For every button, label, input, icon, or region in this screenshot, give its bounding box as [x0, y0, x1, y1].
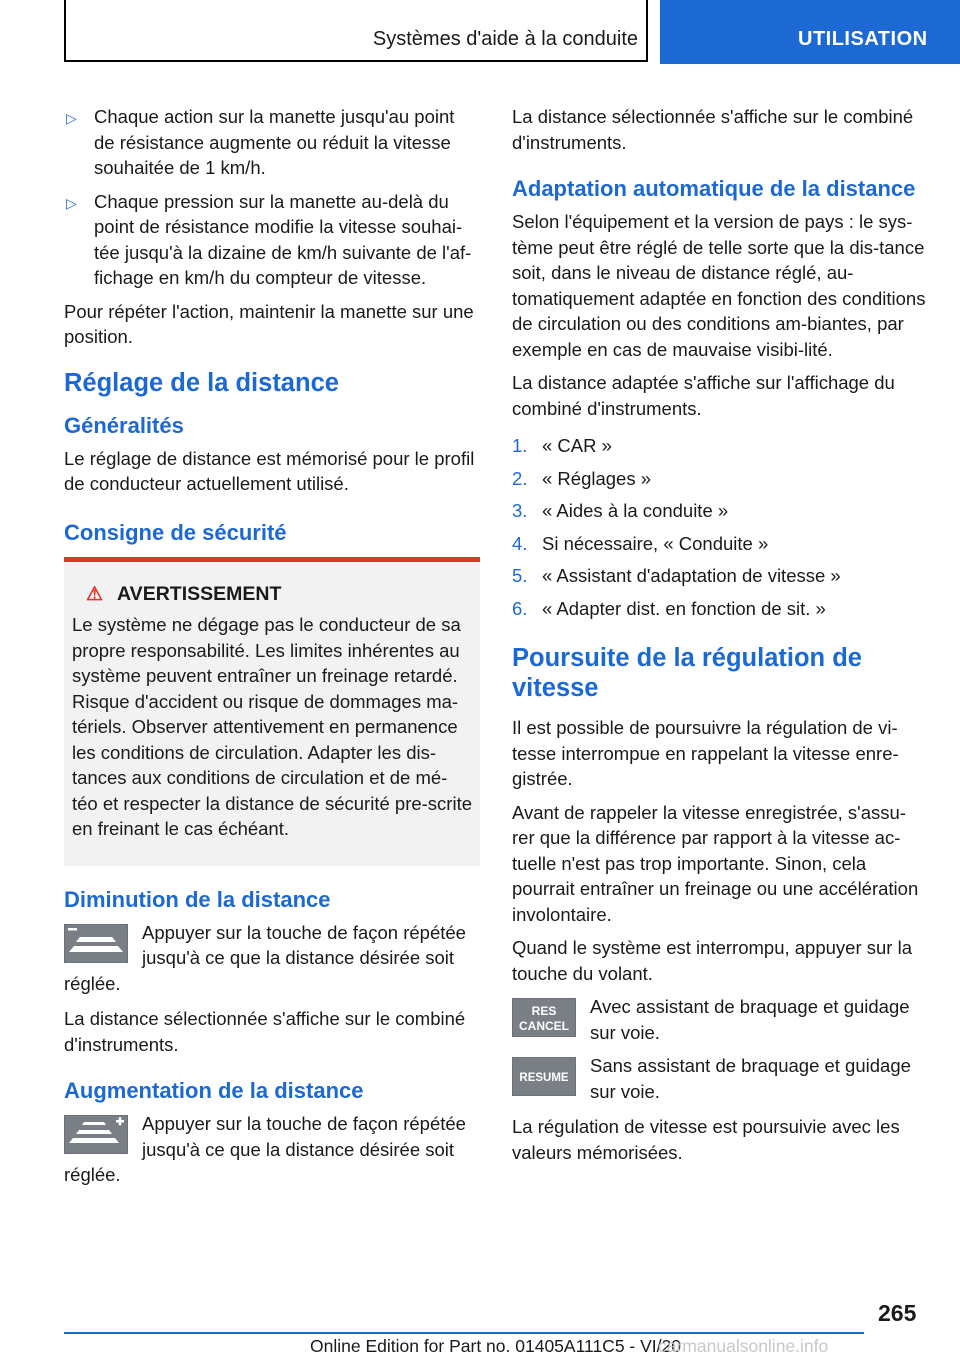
poursuite-text-3: Quand le système est interrompu, appuyer sur la touche du volant.	[512, 937, 912, 984]
list-item: 3. « Aides à la conduite »	[512, 500, 729, 521]
heading-adaptation: Adaptation automatique de la distance	[512, 176, 916, 201]
heading-augmentation: Augmentation de la distance	[64, 1078, 364, 1103]
warning-text: Le système ne dégage pas le conducteur de sa propre responsabilité. Les limites inhérentes au système peuvent entraîner un freinage retardé. Risque d'accident ou risque de dommages ma-tériels. Observer attentivement en permanence les conditions de circulation. Adapter les dis-tances aux conditions de circulation et de mé-téo et respecter la distance de sécurité pre-scrite en freinant le cas échéant.	[72, 614, 472, 839]
distance-increase-button-icon	[64, 1115, 128, 1154]
repeat-text: Pour répéter l'action, maintenir la manette sur une position.	[64, 300, 474, 347]
svg-text:RES: RES	[531, 1004, 557, 1018]
page-header	[0, 0, 960, 66]
list-item: 4. Si nécessaire, « Conduite »	[512, 532, 769, 554]
left-column	[64, 104, 480, 1196]
heading-poursuite: Poursuite de la régulation de vitesse	[512, 644, 862, 702]
diminution-display-text: La distance sélectionnée s'affiche sur le combiné d'instruments.	[64, 1008, 466, 1055]
edition-text: Online Edition for Part no. 01405A111C5 - VI/20	[310, 1336, 681, 1356]
footer-rule	[64, 1332, 864, 1334]
list-item: 2. « Réglages »	[512, 467, 652, 489]
list-item: 5. « Assistant d'adaptation de vitesse »	[512, 565, 841, 586]
heading-diminution: Diminution de la distance	[64, 886, 331, 912]
list-item: 1. « CAR »	[512, 435, 612, 456]
poursuite-final-text: La régulation de vitesse est poursuivie avec les valeurs mémorisées.	[512, 1116, 900, 1163]
warning-triangle-icon: ⚠	[86, 583, 104, 605]
distance-decrease-button-icon	[64, 924, 128, 963]
watermark: carmanualsonline.info	[658, 1336, 829, 1356]
triangle-bullet-icon: ▷	[66, 110, 77, 126]
list-item: ▷ Chaque pression sur la manette au-delà du point de résistance modifie la vitesse souhai-tée jusqu'à la dizaine de km/h suivante de l'af-fichage en km/h du compteur de vitesse.	[66, 190, 472, 288]
heading-reglage: Réglage de la distance	[64, 368, 339, 397]
section-title: Systèmes d'aide à la conduite	[372, 28, 638, 50]
svg-text:CANCEL: CANCEL	[519, 1019, 569, 1033]
heading-consigne: Consigne de sécurité	[64, 519, 287, 545]
resume-paragraph: RESUME Sans assistant de braquage et guidage sur voie.	[512, 1053, 928, 1104]
list-item: 6. « Adapter dist. en fonction de sit. »	[512, 597, 826, 619]
right-column	[512, 104, 928, 1173]
bullet-list	[64, 104, 480, 291]
warning-title: ⚠ AVERTISSEMENT	[86, 582, 282, 605]
heading-generalites: Généralités	[64, 412, 184, 438]
svg-text:RESUME: RESUME	[519, 1072, 569, 1084]
res-cancel-button-icon	[512, 998, 576, 1037]
generalites-text: Le réglage de distance est mémorisé pour le profil de conducteur actuellement utilisé.	[64, 447, 475, 494]
augmentation-paragraph: Appuyer sur la touche de façon répétée jusqu'à ce que la distance désirée soit réglée.	[64, 1113, 466, 1185]
warning-box	[64, 557, 480, 866]
intro-text: La distance sélectionnée s'affiche sur le combiné d'instruments.	[512, 106, 914, 153]
adapted-display-text: La distance adaptée s'affiche sur l'affichage du combiné d'instruments.	[512, 372, 895, 419]
adaptation-text: Selon l'équipement et la version de pays : le sys-tème peut être réglé de telle sorte que la dis-tance soit, dans le niveau de distance réglé, au-tomatiquement adaptée en fonction des conditions de circulation ou des conditions am-biantes, par exemple en cas de mauvaise visibi-lité.	[512, 211, 926, 360]
poursuite-text-1: Il est possible de poursuivre la régulation de vi-tesse interrompue en rappelant la vitesse enre-gistrée.	[512, 717, 899, 789]
res-cancel-paragraph: RES CANCEL Avec assistant de braquage et guidage sur voie.	[512, 994, 928, 1045]
list-item: ▷ Chaque action sur la manette jusqu'au point de résistance augmente ou réduit la vitesse souhaitée de 1 km/h.	[66, 106, 455, 178]
resume-button-icon	[512, 1057, 576, 1096]
steps-list	[512, 433, 928, 621]
chapter-tab-label[interactable]: UTILISATION	[798, 28, 928, 50]
triangle-bullet-icon: ▷	[66, 194, 77, 211]
page-number: 265	[878, 1300, 917, 1326]
diminution-paragraph: Appuyer sur la touche de façon répétée jusqu'à ce que la distance désirée soit réglée.	[64, 921, 466, 994]
poursuite-text-2: Avant de rappeler la vitesse enregistrée, s'assu-rer que la différence par rapport à la vitesse ac-tuelle n'est pas trop importante. Sinon, cela pourrait entraîner un freinage ou une accélération involontaire.	[512, 801, 919, 925]
